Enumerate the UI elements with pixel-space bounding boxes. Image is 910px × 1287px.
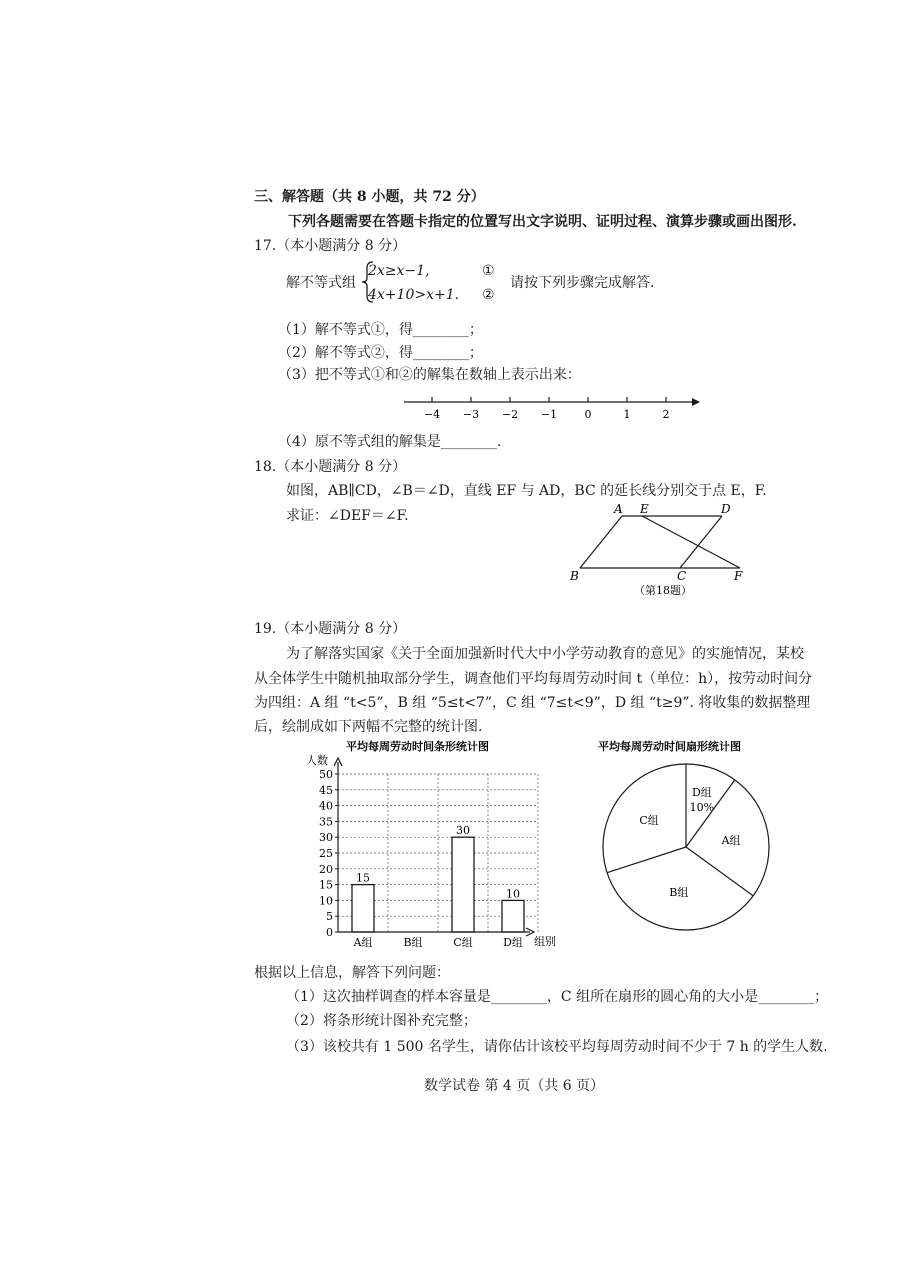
y-tick-label: 40 [319, 799, 333, 813]
pie-slice-label: C组 [639, 814, 659, 828]
pie-chart [592, 736, 792, 936]
number-line-label: −3 [462, 408, 480, 421]
q19-after: 根据以上信息，解答下列问题： [254, 965, 450, 981]
y-tick-label: 45 [319, 783, 333, 797]
bar-data-label: 15 [356, 871, 370, 885]
q19-para-2: 从全体学生中随机抽取部分学生，调查他们平均每周劳动时间 t（单位：h），按劳动时间分 [254, 671, 813, 687]
pie-chart-title: 平均每周劳动时间扇形统计图 [598, 740, 741, 753]
q19-question-2: （2）将条形统计图补充完整； [286, 1013, 477, 1029]
pie-slice-label: A组 [721, 833, 741, 847]
q17-header: 17.（本小题满分 8 分） [254, 238, 407, 254]
number-line-label: 0 [584, 408, 592, 421]
bar-chart-ylabel: 人数 [306, 754, 328, 767]
bar-D组 [502, 900, 524, 932]
point-label-a: A [614, 502, 623, 516]
q19-question-1: （1）这次抽样调查的样本容量是________，C 组所在扇形的圆心角的大小是________； [286, 989, 829, 1005]
q17-mark-1: ① [482, 263, 495, 279]
segment-dc [680, 516, 722, 568]
point-label-e: E [640, 502, 649, 516]
q18-header: 18.（本小题满分 8 分） [254, 459, 407, 475]
q19-question-3: （3）该校共有 1 500 名学生，请你估计该校平均每周劳动时间不少于 7 h 的学生人数. [286, 1039, 828, 1055]
q19-para-4: 后，绘制成如下两幅不完整的统计图. [254, 719, 483, 735]
q17-inequality-2: 4x+10>x+1. [368, 287, 460, 303]
pie-slice-label: B组 [669, 886, 689, 900]
x-tick-label: B组 [403, 936, 423, 949]
y-tick-label: 15 [319, 878, 333, 892]
bar-data-label: 30 [456, 824, 470, 838]
q17-mark-2: ② [482, 287, 495, 303]
y-tick-label: 10 [319, 894, 333, 908]
q18-line-2: 求证：∠DEF＝∠F. [286, 508, 409, 524]
x-tick-label: A组 [353, 936, 373, 949]
q17-intro: 解不等式组 [286, 275, 356, 291]
q17-step-1: （1）解不等式①，得________； [278, 322, 483, 338]
number-line [400, 390, 710, 426]
y-tick-label: 30 [319, 831, 333, 845]
number-line-label: −2 [501, 408, 519, 421]
point-label-c: C [677, 569, 687, 583]
pie-slice-label: D组 [691, 786, 712, 800]
bar-chart-xlabel: 组别 [534, 935, 556, 948]
number-line-label: 2 [662, 408, 670, 421]
bar-C组 [452, 837, 474, 932]
number-line-label: −1 [540, 408, 558, 421]
pie-divider [607, 847, 686, 873]
q19-para-3: 为四组：A 组 “t<5”，B 组 “5≤t<7”，C 组 “7≤t<9”，D 组 “t≥9”. 将收集的数据整理 [254, 695, 811, 711]
x-tick-label: C组 [453, 936, 473, 949]
bar-data-label: 10 [506, 887, 520, 901]
bar-A组 [352, 885, 374, 932]
pie-divider [686, 847, 753, 896]
point-label-d: D [721, 502, 731, 516]
q18-caption: （第18题） [634, 584, 692, 597]
page-footer: 数学试卷 第 4 页（共 6 页） [424, 1078, 605, 1094]
point-label-b: B [570, 569, 579, 583]
q19-header: 19.（本小题满分 8 分） [254, 621, 407, 637]
x-tick-label: D组 [503, 936, 523, 949]
y-tick-label: 5 [326, 910, 333, 924]
q17-inequality-1: 2x≥x−1, [368, 263, 430, 279]
q17-step-4: （4）原不等式组的解集是________. [278, 434, 502, 450]
segment-ef [642, 516, 740, 568]
y-tick-label: 20 [319, 862, 333, 876]
y-tick-label: 25 [319, 847, 333, 860]
point-label-f: F [734, 569, 743, 583]
number-line-label: 1 [623, 408, 631, 421]
section-instruction: 下列各题需要在答题卡指定的位置写出文字说明、证明过程、演算步骤或画出图形. [288, 214, 797, 230]
section-heading: 三、解答题（共 8 小题，共 72 分） [254, 189, 485, 205]
q17-step-3: （3）把不等式①和②的解集在数轴上表示出来： [278, 367, 581, 383]
number-line-arrow-icon [692, 398, 700, 406]
q18-figure [560, 498, 760, 600]
bar-chart-title: 平均每周劳动时间条形统计图 [346, 740, 489, 753]
q17-step-2: （2）解不等式②，得________； [278, 345, 483, 361]
bar-chart [298, 736, 588, 956]
y-tick-label: 50 [319, 768, 333, 781]
q17-tail: 请按下列步骤完成解答. [510, 275, 655, 291]
q19-para-1: 为了解落实国家《关于全面加强新时代大中小学劳动教育的意见》的实施情况，某校 [286, 646, 804, 662]
y-tick-label: 0 [326, 926, 333, 939]
segment-ab [580, 516, 622, 568]
number-line-label: −4 [423, 408, 441, 421]
y-tick-label: 35 [319, 815, 333, 829]
q18-line-1: 如图，AB∥CD，∠B＝∠D，直线 EF 与 AD，BC 的延长线分别交于点 E，F. [286, 483, 767, 499]
pie-slice-value: 10% [689, 801, 715, 815]
